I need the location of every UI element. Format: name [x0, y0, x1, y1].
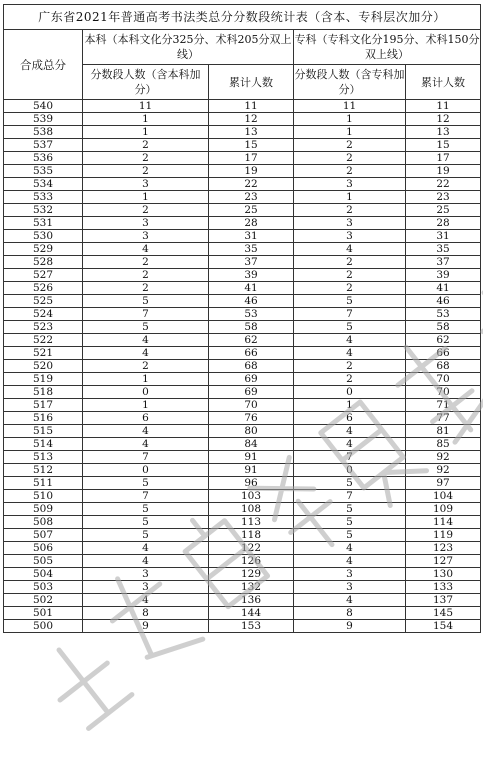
cell-score: 535	[4, 165, 83, 178]
cell-score: 502	[4, 594, 83, 607]
cell-undergrad-count: 0	[83, 386, 209, 399]
cell-college-count: 5	[294, 529, 406, 542]
table-row	[4, 282, 481, 295]
cell-college-count: 6	[294, 412, 406, 425]
cell-score: 532	[4, 204, 83, 217]
cell-college-cumulative: 104	[406, 490, 481, 503]
cell-undergrad-cumulative: 13	[209, 126, 294, 139]
table-row	[4, 516, 481, 529]
cell-score: 522	[4, 334, 83, 347]
table-row	[4, 204, 481, 217]
cell-undergrad-count: 4	[83, 438, 209, 451]
table-row	[4, 308, 481, 321]
cell-score: 524	[4, 308, 83, 321]
cell-score: 523	[4, 321, 83, 334]
cell-undergrad-count: 8	[83, 607, 209, 620]
cell-undergrad-cumulative: 113	[209, 516, 294, 529]
cell-score: 534	[4, 178, 83, 191]
cell-undergrad-count: 1	[83, 126, 209, 139]
table-row	[4, 100, 481, 113]
cell-undergrad-cumulative: 19	[209, 165, 294, 178]
table-row	[4, 256, 481, 269]
table-row	[4, 386, 481, 399]
cell-college-count: 2	[294, 256, 406, 269]
cell-undergrad-count: 7	[83, 451, 209, 464]
cell-college-count: 2	[294, 360, 406, 373]
table-row	[4, 373, 481, 386]
cell-college-cumulative: 17	[406, 152, 481, 165]
cell-score: 513	[4, 451, 83, 464]
cell-college-cumulative: 37	[406, 256, 481, 269]
cell-undergrad-cumulative: 91	[209, 464, 294, 477]
cell-undergrad-count: 3	[83, 217, 209, 230]
cell-college-cumulative: 41	[406, 282, 481, 295]
cell-score: 528	[4, 256, 83, 269]
cell-college-cumulative: 81	[406, 425, 481, 438]
cell-undergrad-count: 7	[83, 490, 209, 503]
cell-college-cumulative: 58	[406, 321, 481, 334]
cell-college-cumulative: 92	[406, 464, 481, 477]
cell-undergrad-count: 3	[83, 568, 209, 581]
cell-college-cumulative: 123	[406, 542, 481, 555]
cell-score: 525	[4, 295, 83, 308]
cell-undergrad-cumulative: 11	[209, 100, 294, 113]
cell-college-cumulative: 12	[406, 113, 481, 126]
cell-undergrad-cumulative: 103	[209, 490, 294, 503]
cell-college-count: 2	[294, 373, 406, 386]
cell-score: 503	[4, 581, 83, 594]
cell-undergrad-count: 2	[83, 204, 209, 217]
cell-college-cumulative: 23	[406, 191, 481, 204]
table-row	[4, 360, 481, 373]
cell-undergrad-cumulative: 15	[209, 139, 294, 152]
cell-college-cumulative: 22	[406, 178, 481, 191]
cell-score: 521	[4, 347, 83, 360]
cell-undergrad-count: 1	[83, 113, 209, 126]
table-row	[4, 607, 481, 620]
cell-undergrad-cumulative: 17	[209, 152, 294, 165]
cell-undergrad-count: 2	[83, 360, 209, 373]
cell-undergrad-cumulative: 28	[209, 217, 294, 230]
cell-undergrad-cumulative: 136	[209, 594, 294, 607]
cell-college-cumulative: 127	[406, 555, 481, 568]
cell-college-count: 11	[294, 100, 406, 113]
cell-undergrad-count: 1	[83, 373, 209, 386]
cell-college-cumulative: 97	[406, 477, 481, 490]
cell-undergrad-cumulative: 132	[209, 581, 294, 594]
table-title: 广东省2021年普通高考书法类总分分数段统计表（含本、专科层次加分）	[4, 5, 481, 30]
cell-college-count: 9	[294, 620, 406, 633]
cell-undergrad-count: 5	[83, 516, 209, 529]
cell-college-count: 4	[294, 334, 406, 347]
table-row	[4, 451, 481, 464]
cell-undergrad-count: 0	[83, 464, 209, 477]
table-row	[4, 178, 481, 191]
table-body	[4, 100, 481, 633]
cell-score: 527	[4, 269, 83, 282]
cell-college-count: 2	[294, 269, 406, 282]
cell-college-count: 2	[294, 165, 406, 178]
cell-undergrad-cumulative: 126	[209, 555, 294, 568]
cell-college-cumulative: 62	[406, 334, 481, 347]
cell-score: 533	[4, 191, 83, 204]
cell-undergrad-cumulative: 80	[209, 425, 294, 438]
cell-undergrad-count: 9	[83, 620, 209, 633]
cell-undergrad-cumulative: 23	[209, 191, 294, 204]
cell-score: 506	[4, 542, 83, 555]
cell-college-count: 3	[294, 178, 406, 191]
header-undergrad: 本科（本科文化分325分、术科205分双上线）	[83, 30, 294, 65]
cell-college-cumulative: 53	[406, 308, 481, 321]
cell-college-count: 7	[294, 451, 406, 464]
cell-undergrad-cumulative: 69	[209, 386, 294, 399]
cell-college-cumulative: 92	[406, 451, 481, 464]
cell-undergrad-cumulative: 25	[209, 204, 294, 217]
cell-undergrad-cumulative: 129	[209, 568, 294, 581]
table-row	[4, 113, 481, 126]
table-row	[4, 269, 481, 282]
cell-undergrad-cumulative: 31	[209, 230, 294, 243]
cell-score: 504	[4, 568, 83, 581]
cell-undergrad-cumulative: 122	[209, 542, 294, 555]
table-row	[4, 438, 481, 451]
cell-college-count: 4	[294, 594, 406, 607]
cell-college-cumulative: 46	[406, 295, 481, 308]
cell-college-count: 4	[294, 347, 406, 360]
cell-undergrad-cumulative: 84	[209, 438, 294, 451]
cell-score: 540	[4, 100, 83, 113]
cell-undergrad-cumulative: 96	[209, 477, 294, 490]
cell-score: 531	[4, 217, 83, 230]
cell-undergrad-cumulative: 118	[209, 529, 294, 542]
header-college-cumulative: 累计人数	[406, 65, 481, 100]
cell-score: 530	[4, 230, 83, 243]
cell-college-count: 1	[294, 399, 406, 412]
cell-undergrad-cumulative: 68	[209, 360, 294, 373]
cell-undergrad-cumulative: 37	[209, 256, 294, 269]
cell-score: 508	[4, 516, 83, 529]
cell-score: 517	[4, 399, 83, 412]
cell-college-count: 4	[294, 438, 406, 451]
table-row	[4, 490, 481, 503]
cell-college-cumulative: 137	[406, 594, 481, 607]
cell-undergrad-count: 2	[83, 282, 209, 295]
cell-undergrad-count: 2	[83, 256, 209, 269]
cell-college-count: 7	[294, 308, 406, 321]
cell-undergrad-count: 5	[83, 529, 209, 542]
cell-college-cumulative: 119	[406, 529, 481, 542]
cell-undergrad-count: 2	[83, 139, 209, 152]
cell-college-count: 3	[294, 217, 406, 230]
cell-undergrad-count: 11	[83, 100, 209, 113]
cell-score: 515	[4, 425, 83, 438]
cell-undergrad-count: 4	[83, 243, 209, 256]
cell-college-count: 3	[294, 581, 406, 594]
cell-undergrad-count: 4	[83, 425, 209, 438]
table-row	[4, 399, 481, 412]
table-row	[4, 139, 481, 152]
cell-college-count: 5	[294, 295, 406, 308]
cell-college-count: 2	[294, 139, 406, 152]
cell-college-cumulative: 154	[406, 620, 481, 633]
cell-college-cumulative: 133	[406, 581, 481, 594]
table-row	[4, 217, 481, 230]
table-row	[4, 503, 481, 516]
cell-undergrad-cumulative: 22	[209, 178, 294, 191]
cell-undergrad-count: 6	[83, 412, 209, 425]
cell-score: 510	[4, 490, 83, 503]
cell-college-count: 2	[294, 152, 406, 165]
table-row	[4, 321, 481, 334]
header-undergrad-cumulative: 累计人数	[209, 65, 294, 100]
cell-score: 519	[4, 373, 83, 386]
cell-college-count: 2	[294, 204, 406, 217]
cell-score: 537	[4, 139, 83, 152]
table-row	[4, 594, 481, 607]
cell-college-count: 8	[294, 607, 406, 620]
table-row	[4, 347, 481, 360]
table-row	[4, 581, 481, 594]
table-row	[4, 425, 481, 438]
cell-undergrad-cumulative: 62	[209, 334, 294, 347]
cell-college-cumulative: 35	[406, 243, 481, 256]
cell-undergrad-cumulative: 12	[209, 113, 294, 126]
table-row	[4, 152, 481, 165]
cell-college-cumulative: 68	[406, 360, 481, 373]
cell-college-count: 5	[294, 477, 406, 490]
cell-undergrad-count: 4	[83, 542, 209, 555]
cell-score: 526	[4, 282, 83, 295]
cell-undergrad-count: 3	[83, 178, 209, 191]
cell-undergrad-count: 4	[83, 594, 209, 607]
cell-college-count: 1	[294, 113, 406, 126]
cell-undergrad-count: 4	[83, 334, 209, 347]
cell-college-count: 1	[294, 126, 406, 139]
cell-undergrad-count: 3	[83, 581, 209, 594]
cell-undergrad-cumulative: 46	[209, 295, 294, 308]
cell-undergrad-count: 2	[83, 165, 209, 178]
table-row	[4, 230, 481, 243]
cell-undergrad-cumulative: 41	[209, 282, 294, 295]
table-row	[4, 529, 481, 542]
cell-college-count: 4	[294, 425, 406, 438]
cell-college-count: 0	[294, 464, 406, 477]
table-row	[4, 568, 481, 581]
cell-score: 501	[4, 607, 83, 620]
header-college: 专科（专科文化分195分、术科150分双上线）	[294, 30, 481, 65]
cell-college-cumulative: 114	[406, 516, 481, 529]
table-row	[4, 334, 481, 347]
cell-college-cumulative: 11	[406, 100, 481, 113]
cell-undergrad-cumulative: 70	[209, 399, 294, 412]
cell-score: 509	[4, 503, 83, 516]
cell-undergrad-count: 4	[83, 347, 209, 360]
cell-college-cumulative: 15	[406, 139, 481, 152]
header-undergrad-count: 分数段人数（含本科加分）	[83, 65, 209, 100]
table-row	[4, 191, 481, 204]
cell-college-count: 5	[294, 503, 406, 516]
cell-score: 538	[4, 126, 83, 139]
cell-undergrad-cumulative: 144	[209, 607, 294, 620]
cell-undergrad-cumulative: 39	[209, 269, 294, 282]
cell-college-cumulative: 25	[406, 204, 481, 217]
cell-undergrad-cumulative: 69	[209, 373, 294, 386]
table-row	[4, 542, 481, 555]
table-row	[4, 477, 481, 490]
cell-undergrad-count: 7	[83, 308, 209, 321]
cell-college-cumulative: 109	[406, 503, 481, 516]
cell-score: 536	[4, 152, 83, 165]
table-row	[4, 126, 481, 139]
cell-score: 512	[4, 464, 83, 477]
cell-college-cumulative: 77	[406, 412, 481, 425]
cell-college-cumulative: 145	[406, 607, 481, 620]
cell-college-count: 4	[294, 243, 406, 256]
cell-college-cumulative: 13	[406, 126, 481, 139]
cell-college-cumulative: 70	[406, 373, 481, 386]
score-distribution-table	[3, 4, 481, 633]
table-row	[4, 620, 481, 633]
header-college-count: 分数段人数（含专科加分）	[294, 65, 406, 100]
cell-college-cumulative: 130	[406, 568, 481, 581]
cell-undergrad-cumulative: 66	[209, 347, 294, 360]
cell-college-cumulative: 71	[406, 399, 481, 412]
cell-college-count: 0	[294, 386, 406, 399]
cell-undergrad-count: 2	[83, 152, 209, 165]
cell-score: 505	[4, 555, 83, 568]
cell-college-count: 4	[294, 542, 406, 555]
cell-undergrad-count: 1	[83, 399, 209, 412]
cell-college-count: 2	[294, 282, 406, 295]
cell-college-cumulative: 28	[406, 217, 481, 230]
cell-undergrad-cumulative: 76	[209, 412, 294, 425]
cell-undergrad-count: 5	[83, 503, 209, 516]
cell-undergrad-cumulative: 153	[209, 620, 294, 633]
cell-college-count: 4	[294, 555, 406, 568]
cell-score: 539	[4, 113, 83, 126]
table-row	[4, 412, 481, 425]
cell-college-count: 3	[294, 568, 406, 581]
table-row	[4, 555, 481, 568]
table-row	[4, 165, 481, 178]
cell-college-count: 1	[294, 191, 406, 204]
table-row	[4, 464, 481, 477]
cell-college-cumulative: 31	[406, 230, 481, 243]
cell-college-count: 5	[294, 321, 406, 334]
cell-undergrad-count: 3	[83, 230, 209, 243]
cell-college-count: 3	[294, 230, 406, 243]
cell-undergrad-cumulative: 58	[209, 321, 294, 334]
cell-undergrad-count: 5	[83, 477, 209, 490]
cell-college-count: 5	[294, 516, 406, 529]
cell-score: 518	[4, 386, 83, 399]
cell-score: 520	[4, 360, 83, 373]
table-row	[4, 295, 481, 308]
cell-undergrad-cumulative: 53	[209, 308, 294, 321]
cell-score: 500	[4, 620, 83, 633]
cell-undergrad-count: 4	[83, 555, 209, 568]
cell-college-cumulative: 19	[406, 165, 481, 178]
header-score: 合成总分	[4, 30, 83, 100]
cell-college-count: 7	[294, 490, 406, 503]
cell-score: 514	[4, 438, 83, 451]
cell-undergrad-count: 1	[83, 191, 209, 204]
cell-score: 507	[4, 529, 83, 542]
cell-undergrad-count: 5	[83, 321, 209, 334]
cell-college-cumulative: 70	[406, 386, 481, 399]
cell-undergrad-cumulative: 108	[209, 503, 294, 516]
cell-score: 529	[4, 243, 83, 256]
cell-undergrad-cumulative: 91	[209, 451, 294, 464]
table-row	[4, 243, 481, 256]
cell-score: 516	[4, 412, 83, 425]
cell-undergrad-count: 2	[83, 269, 209, 282]
cell-college-cumulative: 85	[406, 438, 481, 451]
cell-college-cumulative: 39	[406, 269, 481, 282]
cell-undergrad-cumulative: 35	[209, 243, 294, 256]
cell-college-cumulative: 66	[406, 347, 481, 360]
cell-score: 511	[4, 477, 83, 490]
cell-undergrad-count: 5	[83, 295, 209, 308]
